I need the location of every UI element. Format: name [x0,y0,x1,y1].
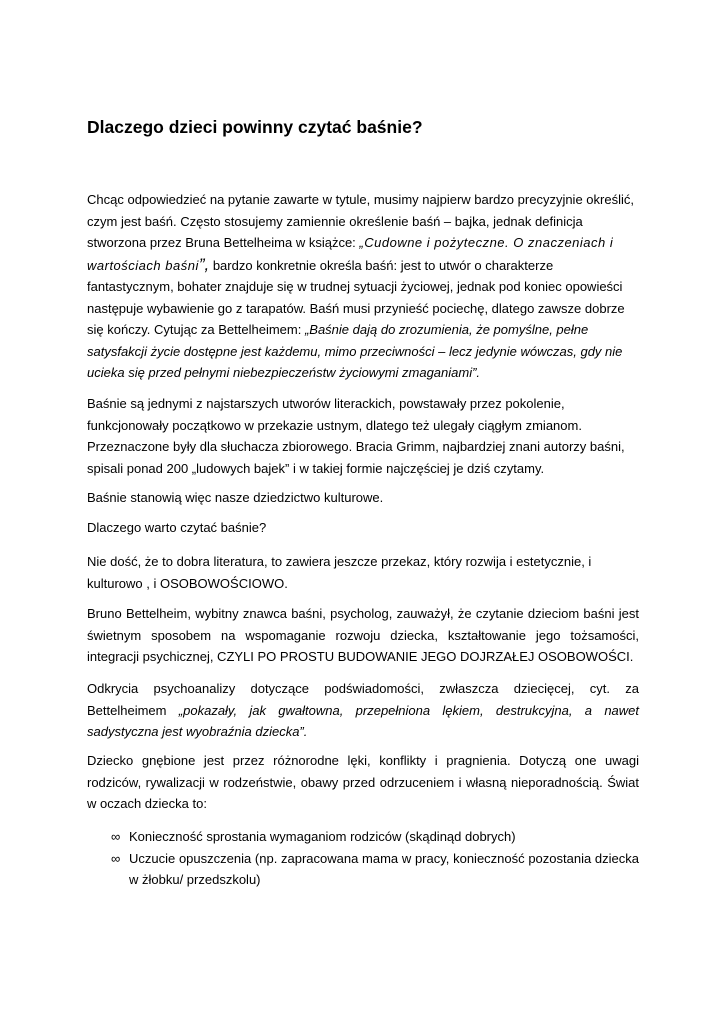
list-item [87,848,639,891]
paragraph-message: Nie dość, że to dobra literatura, to zawiera jeszcze przekaz, który rozwija i estetycznie, i kulturowo , i OSOBOWOŚCIOWO. [87,554,592,591]
paragraph-child-fears: Dziecko gnębione jest przez różnorodne lęki, konflikty i pragnienia. Dotyczą one uwagi rodziców, rywalizacji w rodzeństwie, obawy przed odrzuceniem i własną nieporadnością. Świat w oczach dziecka to: [87,753,639,811]
paragraph-question: Dlaczego warto czytać baśnie? [87,520,267,535]
quotation: „pokazały, jak gwałtowna, przepełniona lękiem, destrukcyjna, a nawet sadystyczna jest wyobraźnia dziecka”. [87,702,640,739]
paragraph-heritage: Baśnie stanowią więc nasze dziedzictwo kulturowe. [87,490,384,505]
book-title: „Cudowne i pożyteczne. O znaczeniach i wartościach baśni [87,235,614,273]
list-item-text: Konieczność sprostania wymaganiom rodziców (skądinąd dobrych) [129,829,516,844]
infinity-bullet-icon: ∞ [111,829,121,844]
quotation: „Baśnie dają do zrozumienia, że pomyślne, pełne satysfakcji życie dostępne jest każdemu, mimo przeciwności – lecz jedynie wówczas, gdy nie ucieka się przed pełnymi niebezpieczeństw życiowymi zmaganiami”. [87,322,623,380]
paragraph-text: bardzo konkretnie określa baśń: jest to utwór o charakterze fantastycznym, bohater znajduje się w trudnej sytuacji życiowej, jednak pod koniec opowieści następuje wybawienie go z tarapatów. Baśń musi przynieść pociechę, dlatego zawsze dobrze się kończy. Cytując za Bettelheimem: [87,257,625,337]
list-item-text: Uczucie opuszczenia (np. zapracowana mama w pracy, konieczność pozostania dziecka w żłobku/ przedszkolu) [129,850,639,887]
paragraph-text: Chcąc odpowiedzieć na pytanie zawarte w tytule, musimy najpierw bardzo precyzyjnie określić, czym jest baśń. Często stosujemy zamiennie określenie baśń – bajka, jednak definicja stworzona przez Bruna Bettelheima w książce: [87,192,634,250]
page-title: Dlaczego dzieci powinny czytać baśnie? [87,117,423,137]
closing-quote: ”, [198,254,210,274]
paragraph-psychoanalysis [87,678,639,743]
list-item [87,826,639,848]
infinity-bullet-icon: ∞ [111,850,121,866]
paragraph-history: Baśnie są jednymi z najstarszych utworów literackich, powstawały przez pokolenie, funkcjonowały początkowo w przekazie ustnym, dlatego też ulegały ciągłym zmianom. Przeznaczone były dla słuchacza zbiorowego. Bracia Grimm, najbardziej znani autorzy baśni, spisali ponad 200 „ludowych bajek” i w takiej formie najczęściej je dziś czytamy. [87,396,625,476]
paragraph-text: Odkrycia psychoanalizy dotyczące podświadomości, zwłaszcza dziecięcej, cyt. za Bettelheimem [87,681,639,718]
bullet-list [87,826,639,891]
paragraph-definition [87,189,639,384]
paragraph-bettelheim: Bruno Bettelheim, wybitny znawca baśni, psycholog, zauważył, że czytanie dzieciom baśni jest świetnym sposobem na wspomaganie rozwoju dziecka, kształtowanie jego tożsamości, integracji psychicznej, CZYLI PO PROSTU BUDOWANIE JEGO DOJRZAŁEJ OSOBOWOŚCI. [87,606,639,664]
